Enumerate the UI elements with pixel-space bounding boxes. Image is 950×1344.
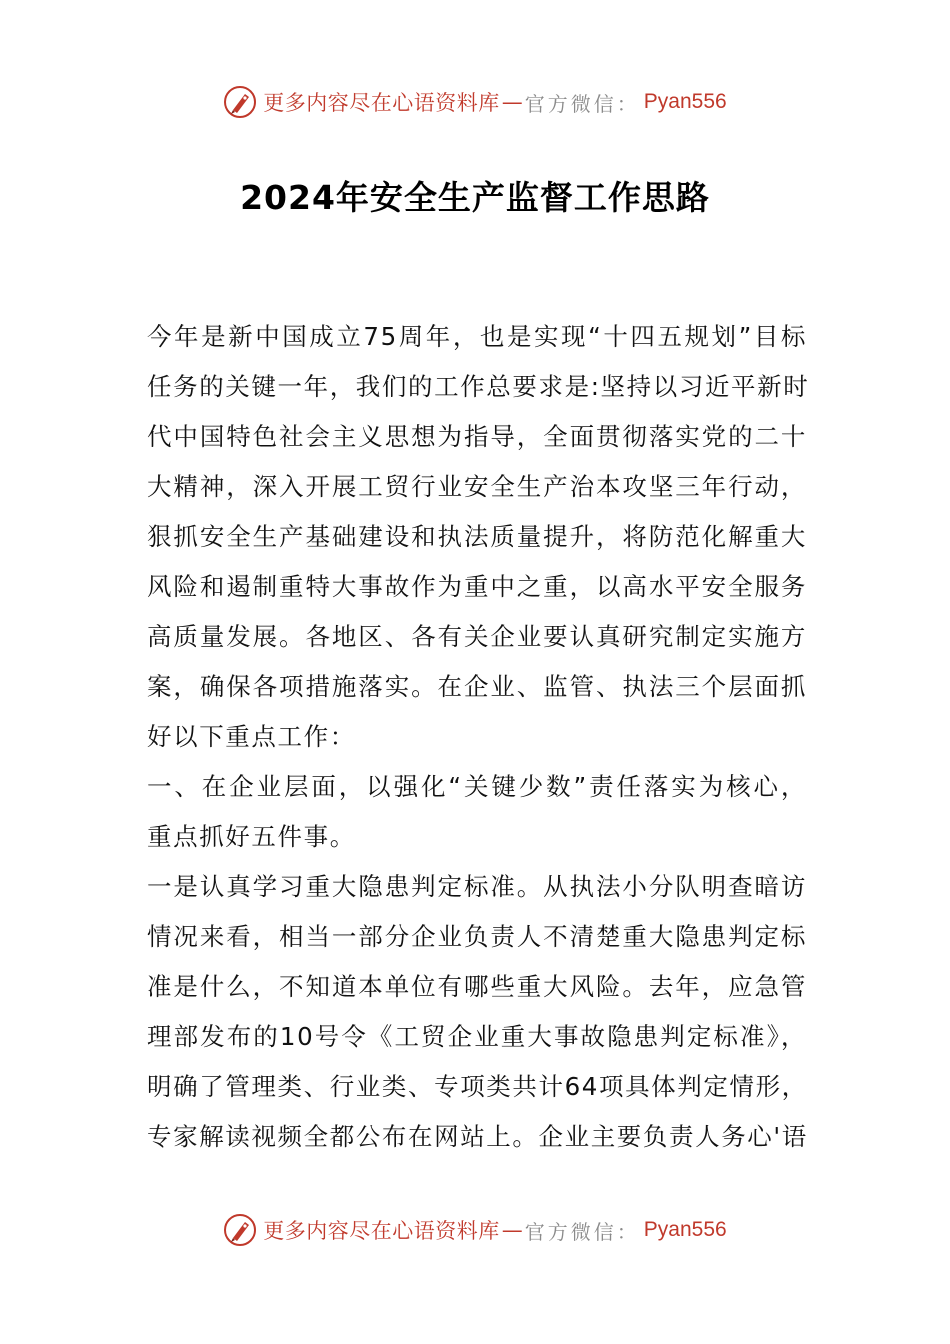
watermark-wechat-label: 官方微信：: [524, 91, 640, 116]
body-line: 理部发布的10号令《工贸企业重大事故隐患判定标准》，: [147, 1022, 807, 1051]
body-line: 大精神，深入开展工贸行业安全生产治本攻坚三年行动，: [147, 472, 807, 501]
body-line: 情况来看，相当一部分企业负责人不清楚重大隐患判定标: [147, 922, 807, 951]
body-line: 重点抓好五件事。: [147, 822, 356, 851]
pen-nib-logo-icon: [223, 85, 257, 119]
body-line: 一、在企业层面，以强化“关键少数”责任落实为核心，: [147, 772, 807, 801]
watermark-wechat-id: Pyan556: [643, 1218, 727, 1241]
watermark-brand: 更多内容尽在心语资料库: [263, 91, 500, 115]
body-line: 准是什么，不知道本单位有哪些重大风险。去年，应急管: [147, 972, 807, 1001]
body-line: 明确了管理类、行业类、专项类共计64项具体判定情形，: [147, 1072, 808, 1101]
body-line: 风险和遏制重特大事故作为重中之重，以高水平安全服务: [147, 572, 807, 601]
body-line: 任务的关键一年，我们的工作总要求是:坚持以习近平新时: [147, 372, 810, 401]
body-line: 代中国特色社会主义思想为指导，全面贯彻落实党的二十: [147, 422, 807, 451]
document-title: 2024年安全生产监督工作思路: [240, 178, 710, 217]
watermark-wechat-label: 官方微信：: [524, 1219, 640, 1244]
document-body: [147, 312, 810, 1162]
body-line: 专家解读视频全都公布在网站上。企业主要负责人务心'语: [147, 1122, 808, 1151]
body-line: 高质量发展。各地区、各有关企业要认真研究制定实施方: [147, 622, 807, 651]
body-line: 好以下重点工作：: [147, 722, 356, 751]
watermark-brand: 更多内容尽在心语资料库: [263, 1219, 500, 1243]
body-line: 今年是新中国成立75周年，也是实现“十四五规划”目标: [147, 322, 807, 351]
body-line: 狠抓安全生产基础建设和执法质量提升，将防范化解重大: [147, 522, 807, 551]
watermark-separator: —: [501, 1218, 523, 1242]
header-watermark: [0, 82, 950, 122]
pen-nib-logo-icon: [223, 1213, 257, 1247]
body-line: 一是认真学习重大隐患判定标准。从执法小分队明查暗访: [147, 872, 807, 901]
watermark-wechat-id: Pyan556: [643, 90, 727, 113]
footer-watermark: [0, 1210, 950, 1250]
body-line: 案，确保各项措施落实。在企业、监管、执法三个层面抓: [147, 672, 807, 701]
watermark-separator: —: [501, 90, 523, 114]
